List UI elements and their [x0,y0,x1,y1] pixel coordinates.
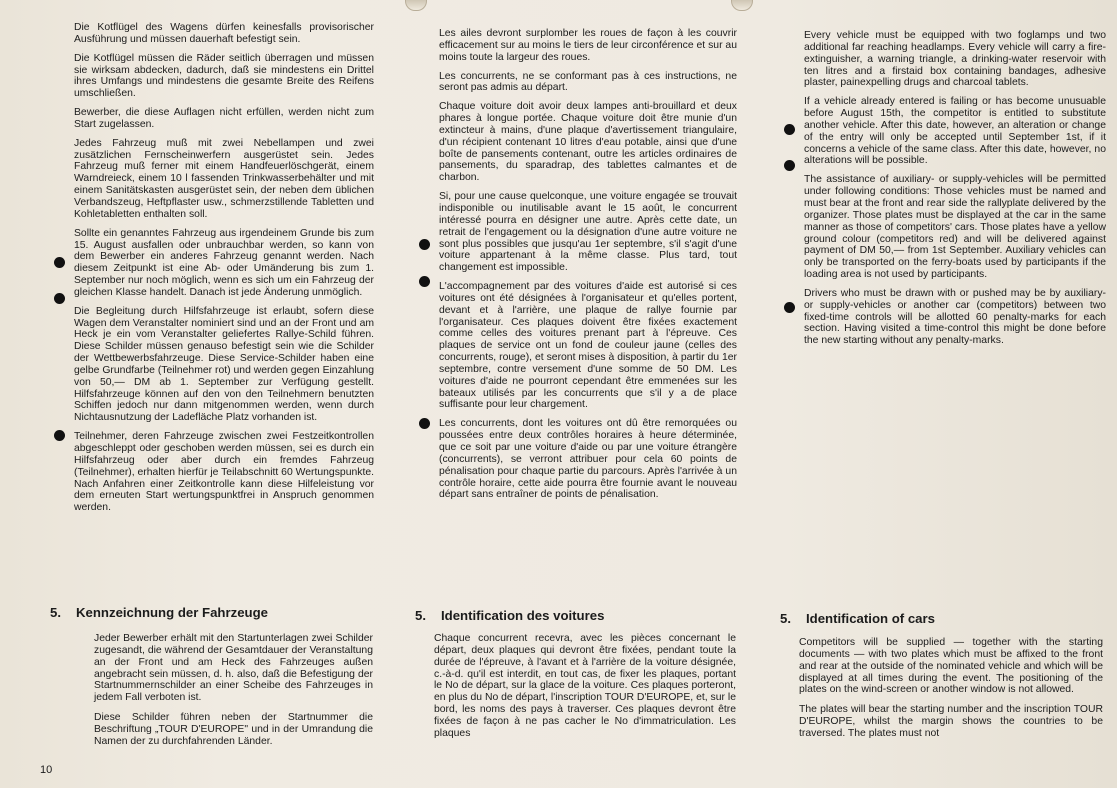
binding-clip [405,0,427,11]
section-body-german [94,633,373,756]
page-number: 10 [40,764,53,776]
german-column [74,22,374,521]
section-heading-french [415,608,604,623]
french-column [439,28,737,508]
paragraph: Jedes Fahrzeug muß mit zwei Nebellampen und zwei zusätzlichen Fernscheinwerfern ausgerüstet sein. Jedes Fahrzeug muß ferner mit einem Handfeuerlöschgerät, einem Warndreieck, einem 10 l fassenden Trinkwasserbehälter und mit einem Sanitätskasten ausgerüstet sein, der neben dem üblichen Verbandszeug, Heftpflaster usw., schmerzstillende Tabletten und Kohletabletten enthalten soll. [74,137,374,220]
section-number: 5. [780,611,791,626]
paragraph: Teilnehmer, deren Fahrzeuge zwischen zwei Festzeitkontrollen abgeschleppt oder geschoben werden müssen, sei es durch ein Hilfsfahrzeug oder aber durch ein fremdes Fahrzeug (Teilnehmer), erhalten hierfür je Teilabschnitt 60 Wertungspunkte. Nach Anfahren einer Zeitkontrolle kann diese Hilfeleistung vor dem erneuten Start wertungspunktfrei in Anspruch genommen werden. [74,431,374,514]
paragraph: The assistance of auxiliary- or supply-vehicles will be permitted under following conditions: Those vehicles must be named and must bear at the front and rear side the rallyplate delivered by the organizer. Those plates must be displayed at the car in the same manner as those of competitors' cars. Those plates have a yellow ground colour (competitors red) and will be delivered against payment of DM 50,— from 1st September. Auxiliary vehicles can only be transported on the ferry-boats used by participants if the loading area is not used by participants. [804,174,1106,281]
change-marker-bullet [419,418,430,429]
change-marker-bullet [419,276,430,287]
section-heading-english [780,611,935,626]
change-marker-bullet [784,124,795,135]
paragraph: Les ailes devront surplomber les roues de façon à les couvrir efficacement sur au moins le tiers de leur circonférence et sur au moins toute la largeur des roues. [439,28,737,63]
section-number: 5. [415,608,426,623]
change-marker-bullet [54,430,65,441]
section-body-french [434,633,736,748]
paragraph: L'accompagnement par des voitures d'aide est autorisé si ces voitures ont été désignées à l'organisateur et qu'elles portent, devant et à l'arrière, une plaque de rallye fournie par l'organisateur. Ces plaques doivent être fixées exactement comme celles des voitures prenant part à l'épreuve. Ces plaques de service ont un fond de couleur jaune (celles des concurrents, rouge), et seront mises à disposition, à partir du 1er septembre, contre versement d'une somme de 50 DM. Les voitures d'aide ne pourront cependant être emmenées sur les bateaux utilisés par les concurrents que s'il y a de place suffisante pour leur chargement. [439,281,737,411]
paragraph: Les concurrents, ne se conformant pas à ces instructions, ne seront pas admis au départ. [439,70,737,94]
paragraph: Die Kotflügel des Wagens dürfen keinesfalls provisorischer Ausführung und müssen dauerhaft befestigt sein. [74,22,374,45]
paragraph: Die Begleitung durch Hilfsfahrzeuge ist erlaubt, sofern diese Wagen dem Veranstalter nominiert sind und an der Front und am Heck je ein vom Veranstalter geliefertes Rallye-Schild führen. Diese Schilder müssen genauso befestigt sein wie die Schilder der Wettbewerbsfahrzeuge. Diese Service-Schilder haben eine gelbe Grundfarbe (Teilnehmer rot) und werden gegen Einzahlung von 50,— DM ab 1. September zur Verfügung gestellt. Hilfsfahrzeuge können auf den von den Teilnehmern benutzten Schiffen jedoch nur dann mitgenommen werden, wenn durch Nichtausnutzung der Ladefläche Platz vorhanden ist. [74,305,374,424]
section-number: 5. [50,605,61,620]
change-marker-bullet [54,293,65,304]
paragraph: If a vehicle already entered is failing or has become unusuable before August 15th, the competitor is entitled to substitute another vehicle. After this date, however, an alteration or change of the entry will only be accepted until September 1st, if it concerns a vehicle of the same class. After this date, however, no alterations will be possible. [804,96,1106,167]
english-column [804,30,1106,354]
paragraph: Les concurrents, dont les voitures ont dû être remorquées ou poussées entre deux contrôles horaires à heure déterminée, que ce soit par une voiture d'aide ou par une voiture étrangère (concurrents), se verront attribuer pour cela 60 points de pénalisation pour chaque partie du parcours. Après l'arrivée à un contrôle horaire, cette aide pourra être fournie avant le nouveau départ sans entraîner de points de pénalisation. [439,418,737,501]
section-title: Identification des voitures [441,608,605,623]
paragraph: The plates will bear the starting number and the inscription TOUR D'EUROPE, whilst the margin shows the countries to be traversed. The plates must not [799,704,1103,739]
section-title: Kennzeichnung der Fahrzeuge [76,605,268,620]
paragraph: Diese Schilder führen neben der Startnummer die Beschriftung „TOUR D'EUROPE" und in der Umrandung die Namen der zu durchfahrenden Länder. [94,712,373,747]
paragraph: Sollte ein genanntes Fahrzeug aus irgendeinem Grunde bis zum 15. August ausfallen oder unbrauchbar werden, so kann von dem Bewerber ein anderes Fahrzeug genannt werden. Nach diesem Zeitpunkt ist eine Ab- oder Umänderung bis zum 1. September nur noch möglich, wenn es sich um ein Fahrzeug der gleichen Klasse handelt. Danach ist jede Änderung unmöglich. [74,227,374,298]
section-body-english [799,637,1103,748]
section-heading-german [50,605,268,620]
paragraph: Every vehicle must be equipped with two foglamps und two additional far reaching headlamps. Every vehicle will carry a fire-extinguisher, a warning triangle, a drinking-water reservoir with ten litres and a firstaid box containing bandages, adhesive plaster, painexpelling drugs and charcoal tablets. [804,30,1106,89]
change-marker-bullet [54,257,65,268]
paragraph: Jeder Bewerber erhält mit den Startunterlagen zwei Schilder zugesandt, die während der Gesamtdauer der Veranstaltung an der Front und am Heck des Fahrzeuges außen angebracht sein müssen, d. h. also, daß die Befestigung der Startnummernschilder an einer Scheibe des Fahrzeuges in jedem Fall verboten ist. [94,633,373,704]
section-title: Identification of cars [806,611,935,626]
binding-clip [731,0,753,11]
paragraph: Chaque voiture doit avoir deux lampes anti-brouillard et deux phares à longue portée. Chaque voiture doit être munie d'un extincteur à mains, d'une plaque d'avertissement triangulaire, d'un récipient contenant 10 litres d'eau potable, ainsi que d'une boîte de pansements contenant, outre les articles ordinaires de pansements, du sparadrap, des tablettes calmantes et de charbon. [439,101,737,184]
paragraph: Die Kotflügel müssen die Räder seitlich überragen und müssen sie wirksam abdecken, dadurch, daß sie mindestens ein Drittel ihres Umfangs und mindestens die gesamte Breite des Reifens umschließen. [74,52,374,100]
change-marker-bullet [784,302,795,313]
paragraph: Bewerber, die diese Auflagen nicht erfüllen, werden nicht zum Start zugelassen. [74,107,374,130]
change-marker-bullet [784,160,795,171]
paragraph: Si, pour une cause quelconque, une voiture engagée se trouvait indisponible ou inutilisable avant le 15 août, le concurrent intéressé pourra en désigner une autre. Après cette date, un retrait de l'engagement ou la désignation d'une autre voiture ne sont plus possibles que jusqu'au 1er septembre, s'il s'agit d'une voiture appartenant à la même classe. Plus tard, tout changement est impossible. [439,191,737,274]
paragraph: Drivers who must be drawn with or pushed may be by auxiliary- or supply-vehicles or another car (competitors) between two fixed-time controls will be allotted 60 penalty-marks for each section. Having visited a time-control this might be done before the new starting without any penalty-marks. [804,287,1106,347]
paragraph: Chaque concurrent recevra, avec les pièces concernant le départ, deux plaques qui devront être fixées, pendant toute la durée de l'épreuve, à l'avant et à l'arrière de la voiture désignée, c.-à-d. qu'il est interdit, en tout cas, de fixer les plaques, portant le No de départ, sur la glace de la voiture. Ces plaques porteront, en plus du No de départ, l'inscription TOUR D'EUROPE, et, sur le bord, les noms des pays à traverser. Ces plaques devront être fixées de façon à ne pas cacher le No d'immatriculation. Les plaques [434,633,736,739]
paragraph: Competitors will be supplied — together with the starting documents — with two plates which must be affixed to the front and rear at the outside of the nominated vehicle and which will be displayed at all times during the event. The positioning of the plates on the wind-screen or another window is not allowed. [799,637,1103,696]
change-marker-bullet [419,239,430,250]
